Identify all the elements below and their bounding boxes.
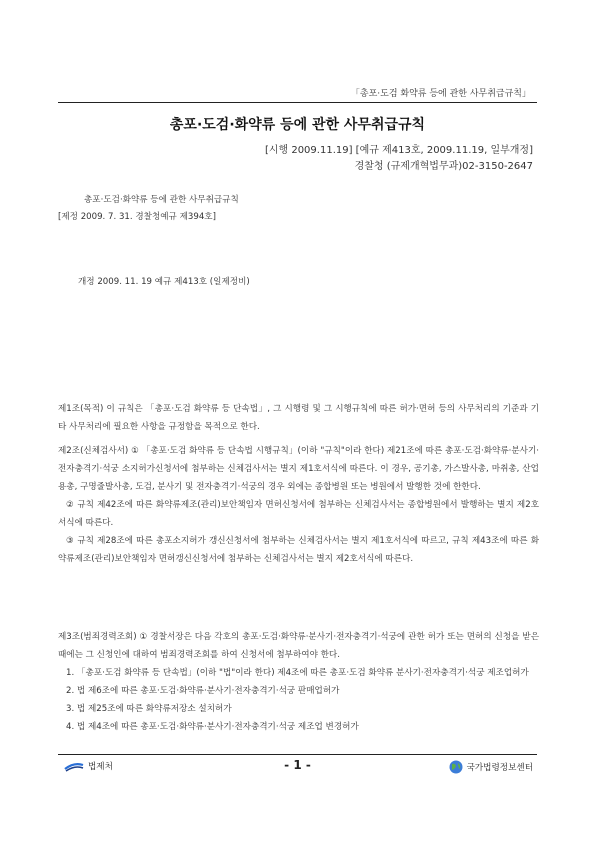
- agency-contact: 경찰청 (규제개혁법무과)02-3150-2647: [354, 161, 533, 172]
- list-item: 1. 「총포·도검 화약류 등 단속법」(이하 "법"이라 한다) 제4조에 따른 총포·도검 화약류 분사기·전자충격기·석궁 제조업허가: [66, 668, 529, 678]
- article-1-text: 제1조(목적) 이 규칙은 「총포·도검 화약류 등 단속법」, 그 시행령 및 그 시행규칙에 따른 허가·면허 등의 사무처리의 기준과 기타 사무처리에 필요한 사항을 규정함을 목적으로 한다.: [58, 404, 539, 432]
- list-item: 3. 법 제25조에 따른 화약류저장소 설치허가: [66, 704, 232, 714]
- page-title: 총포·도검·화약류 등에 관한 사무취급규칙: [169, 117, 426, 133]
- page-number: - 1 -: [284, 758, 311, 772]
- article-2-paragraph-1: 제2조(신체검사서) ① 「총포·도검 화약류 등 단속법 시행규칙」(이하 "규칙"이라 한다) 제21조에 따른 총포·도검·화약류·분사기·전자충격기·석궁 소지허가신청서에 첨부하는 신체검사서는 별지 제1호서식에 따른다. 이 경우, 공기총, 가스발사총, 마취총, 산업용총, 구명줄발사총, 도검, 분사기 및 전자충격기·석궁의 경우 외에는 종합병원 또는 병원에서 발행한 것에 한한다.: [58, 446, 539, 492]
- footer-publisher: [449, 760, 533, 774]
- enforcement-info: [시행 2009.11.19] [예규 제413호, 2009.11.19, 일부개정]: [264, 145, 533, 156]
- article-2-paragraph-2: ② 규칙 제42조에 따른 화약류제조(관리)보안책임자 면허신청서에 첨부하는 신체검사서는 종합병원에서 발행하는 별지 제2호서식에 따른다.: [58, 500, 539, 528]
- header-divider: [58, 102, 537, 103]
- law-title: 총포·도검·화약류 등에 관한 사무취급규칙: [84, 195, 239, 205]
- article-1: [58, 400, 539, 436]
- article-3: [58, 628, 539, 736]
- running-header: 「총포·도검 화약류 등에 관한 사무취급규칙」: [350, 89, 531, 99]
- globe-logo-icon: [449, 760, 463, 774]
- footer-divider: [58, 754, 537, 755]
- enactment-info: [제정 2009. 7. 31. 경찰청예규 제394호]: [58, 212, 216, 222]
- amendment-info: 개정 2009. 11. 19 예규 제413호 (일제정비): [78, 277, 250, 287]
- footer-right-label: 국가법령정보센터: [466, 763, 533, 773]
- article-3-intro: 제3조(범죄경력조회) ① 경찰서장은 다음 각호의 총포·도검·화약류·분사기·전자충격기·석궁에 관한 허가 또는 면허의 신청을 받은 때에는 그 신청인에 대하여 범죄경력조회를 하여 신청서에 첨부하여야 한다.: [58, 632, 539, 660]
- list-item: 4. 법 제4조에 따른 총포·도검·화약류·분사기·전자충격기·석궁 제조업 변경허가: [66, 722, 359, 732]
- article-2: [58, 442, 539, 568]
- article-2-paragraph-3: ③ 규칙 제28조에 따른 총포소지허가 갱신신청서에 첨부하는 신체검사서는 별지 제1호서식에 따르고, 규칙 제43조에 따른 화약류제조(관리)보안책임자 면허갱신신청서에 첨부하는 신체검사서는 별지 제2호서식에 따른다.: [58, 536, 539, 564]
- footer-left-label: 법제처: [88, 762, 113, 772]
- list-item: 2. 법 제6조에 따른 총포·도검·화약류·분사기·전자충격기·석궁 판매업허가: [66, 686, 340, 696]
